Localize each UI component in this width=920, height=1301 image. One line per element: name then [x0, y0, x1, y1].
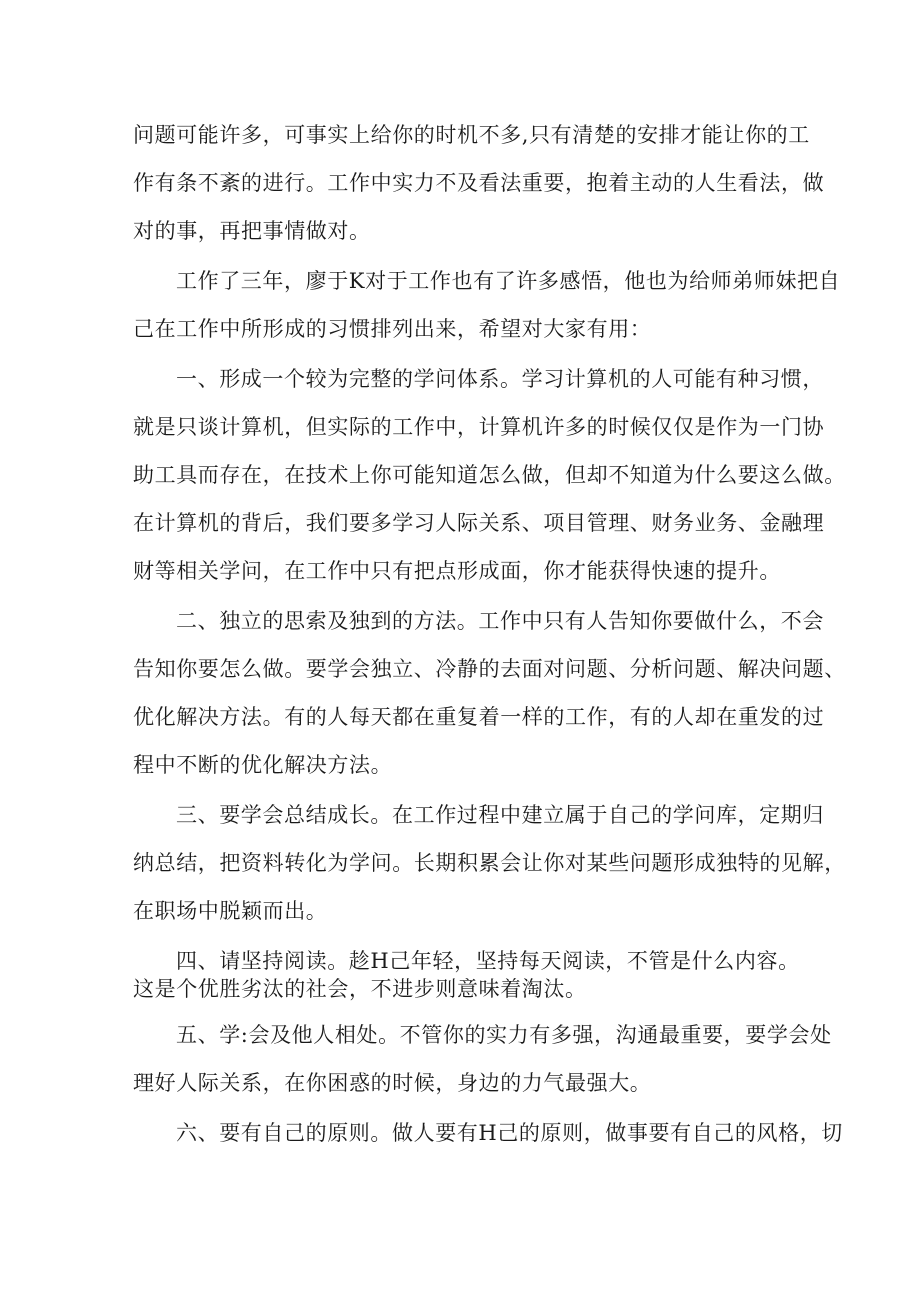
text-line: 告知你要怎么做。要学会独立、冷静的去面对问题、分析问题、解决问题、 [133, 657, 846, 681]
text-line: 四、请坚持阅读。趁H己年轻，坚持每天阅读，不管是什么内容。 [176, 949, 800, 973]
text-line: 六、要有自己的原则。做人要有H己的原则，做事要有自己的风格，切 [176, 1121, 843, 1145]
text-line: 问题可能许多，可事实上给你的时机不多,只有清楚的安排才能让你的工 [133, 123, 810, 147]
text-line: 工作了三年，廖于K对于工作也有了许多感悟，他也为给师弟师妹把自 [176, 269, 841, 293]
text-line: 助工具而存在，在技术上你可能知道怎么做，但却不知道为什么要这么做。 [133, 463, 846, 487]
text-line: 在职场中脱颖而出。 [133, 899, 328, 923]
text-line: 对的事，再把事情做对。 [133, 219, 371, 243]
text-line: 这是个优胜劣汰的社会，不进步则意味着淘汰。 [133, 977, 587, 1001]
text-line: 财等相关学问，在工作中只有把点形成面，你才能获得快速的提升。 [133, 559, 781, 583]
text-line: 作有条不紊的进行。工作中实力不及看法重要，抱着主动的人生看法，做 [133, 171, 825, 195]
text-line: 就是只谈计算机，但实际的工作中，计算机许多的时候仅仅是作为一门协 [133, 415, 825, 439]
text-line: 五、学:会及他人相处。不管你的实力有多强，沟通最重要，要学会处 [176, 1023, 832, 1047]
text-line: 己在工作中所形成的习惯排列出来，希望对大家有用： [133, 317, 652, 341]
text-line: 优化解决方法。有的人每天都在重复着一样的工作，有的人却在重发的过 [133, 705, 825, 729]
text-line: 纳总结，把资料转化为学问。长期积累会让你对某些问题形成独特的见解， [133, 851, 846, 875]
text-line: 一、形成一个较为完整的学问体系。学习计算机的人可能有种习惯， [176, 367, 824, 391]
text-line: 程中不断的优化解决方法。 [133, 753, 393, 777]
text-line: 二、独立的思索及独到的方法。工作中只有人告知你要做什么，不会 [176, 609, 824, 633]
text-line: 理好人际关系，在你困惑的时候，身边的力气最强大。 [133, 1071, 652, 1095]
text-line: 在计算机的背后，我们要多学习人际关系、项目管理、财务业务、金融理 [133, 511, 825, 535]
text-line: 三、要学会总结成长。在工作过程中建立属于自己的学问库，定期归 [176, 803, 824, 827]
